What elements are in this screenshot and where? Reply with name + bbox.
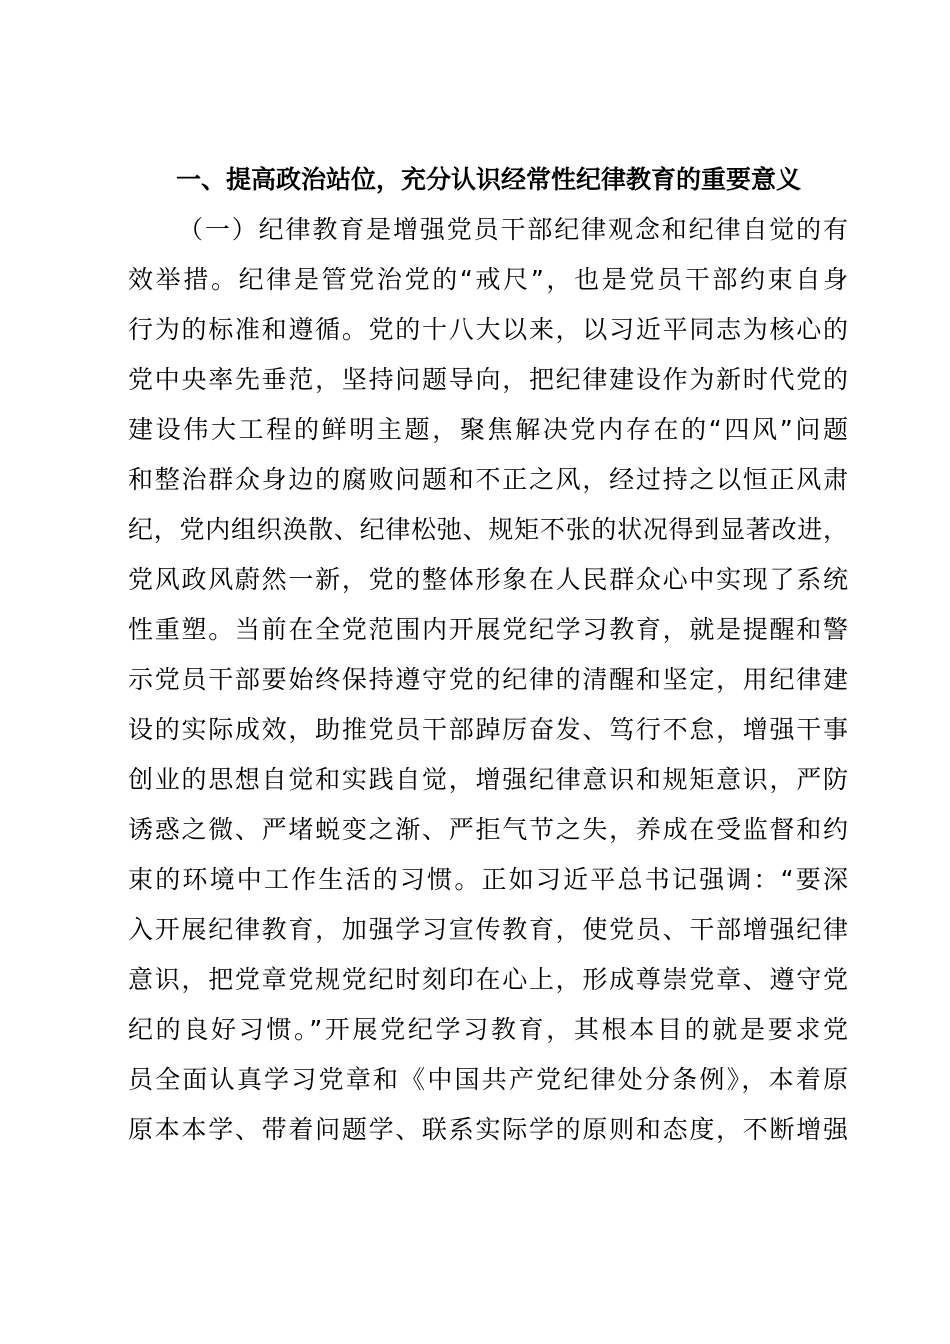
paragraph-line: 创业的思想自觉和实践自觉，增强纪律意识和规矩意识，严防	[128, 765, 848, 794]
paragraph-line: 纪的良好习惯。”开展党纪学习教育，其根本目的就是要求党	[128, 1015, 848, 1044]
paragraph-line: 示党员干部要始终保持遵守党的纪律的清醒和坚定，用纪律建	[128, 665, 848, 694]
paragraph-line: 党风政风蔚然一新，党的整体形象在人民群众心中实现了系统	[128, 565, 848, 594]
paragraph-line: 党中央率先垂范，坚持问题导向，把纪律建设作为新时代党的	[128, 365, 848, 394]
paragraph-line: 入开展纪律教育，加强学习宣传教育，使党员、干部增强纪律	[128, 915, 848, 944]
paragraph-line: 意识，把党章党规党纪时刻印在心上，形成尊崇党章、遵守党	[128, 965, 848, 994]
paragraph-line: 性重塑。当前在全党范围内开展党纪学习教育，就是提醒和警	[128, 615, 848, 644]
paragraph-line: 设的实际成效，助推党员干部踔厉奋发、笃行不怠，增强干事	[128, 715, 848, 744]
paragraph-line: 纪，党内组织涣散、纪律松弛、规矩不张的状况得到显著改进，	[128, 515, 848, 544]
section-heading: 一、提高政治站位，充分认识经常性纪律教育的重要意义	[176, 165, 802, 194]
paragraph-line: 行为的标准和遵循。党的十八大以来，以习近平同志为核心的	[128, 315, 848, 344]
paragraph-line: 诱惑之微、严堵蜕变之渐、严拒气节之失，养成在受监督和约	[128, 815, 848, 844]
paragraph-line: 和整治群众身边的腐败问题和不正之风，经过持之以恒正风肃	[128, 465, 848, 494]
body-paragraph	[128, 205, 848, 1155]
paragraph-line: 原本本学、带着问题学、联系实际学的原则和态度，不断增强	[128, 1115, 848, 1144]
paragraph-line: 束的环境中工作生活的习惯。正如习近平总书记强调：“要深	[128, 865, 848, 894]
paragraph-line: 建设伟大工程的鲜明主题，聚焦解决党内存在的“四风”问题	[128, 415, 848, 444]
paragraph-line: 效举措。纪律是管党治党的“戒尺”，也是党员干部约束自身	[128, 265, 848, 294]
paragraph-line: （一）纪律教育是增强党员干部纪律观念和纪律自觉的有	[178, 215, 848, 244]
paragraph-line: 员全面认真学习党章和《中国共产党纪律处分条例》，本着原	[128, 1065, 848, 1094]
